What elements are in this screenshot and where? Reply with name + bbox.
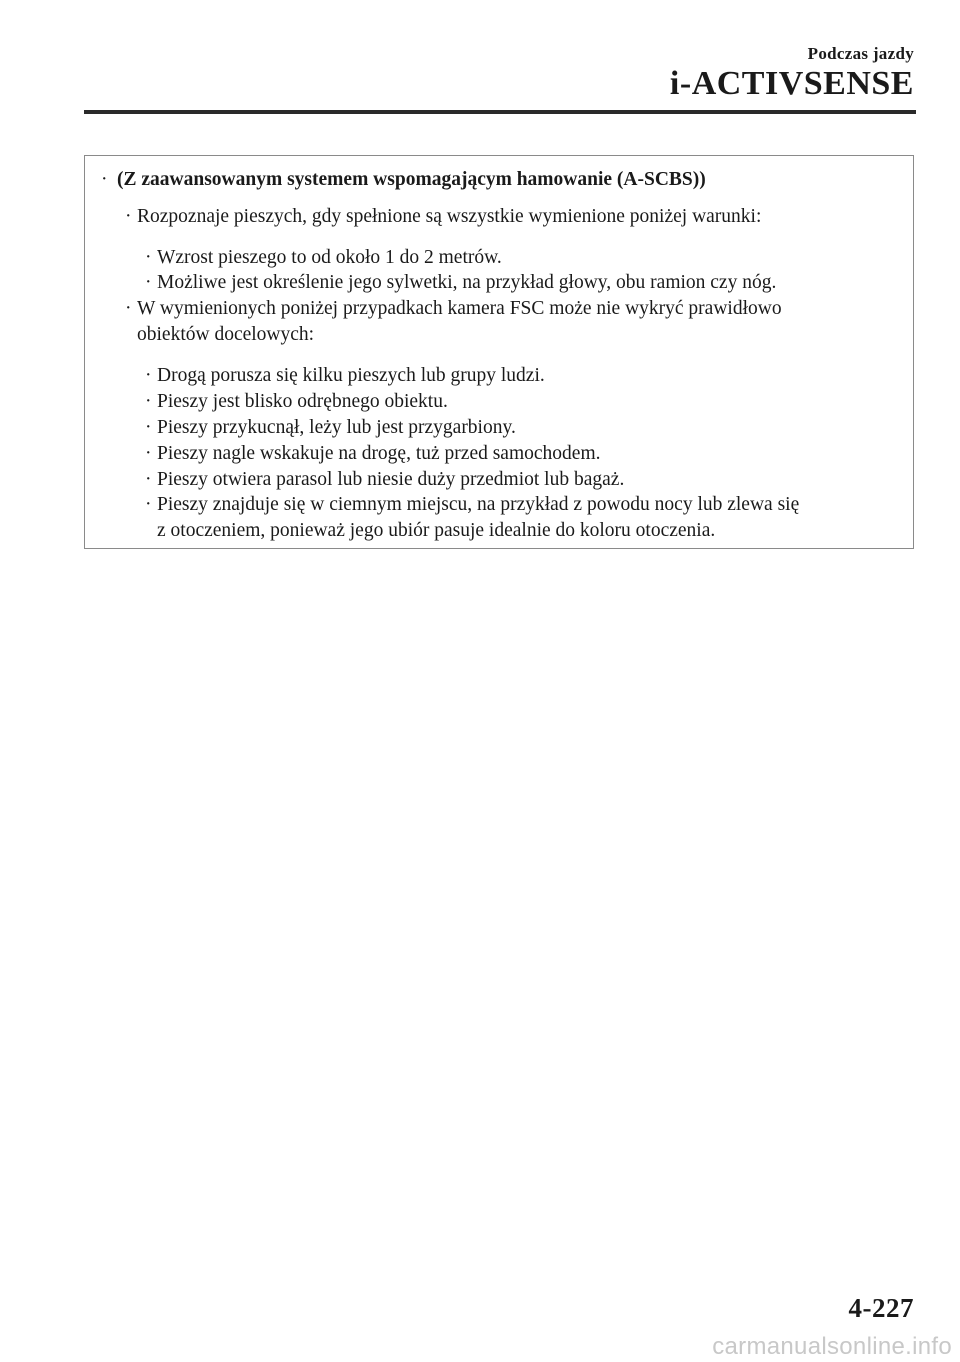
list-item: Rozpoznaje pieszych, gdy spełnione są wszystkie wymienione poniżej warunki: [137,206,762,227]
sub-list-item: Pieszy jest blisko odrębnego obiektu. [157,391,448,412]
sub-list-item: Pieszy przykucnął, leży lub jest przygarbiony. [157,417,516,438]
bullet-icon: · [145,494,152,515]
bullet-icon: · [145,417,152,438]
sub-list-item: Drogą porusza się kilku pieszych lub grupy ludzi. [157,365,545,386]
list-item: W wymienionych poniżej przypadkach kamera FSC może nie wykryć prawidłowo [137,298,782,319]
header-divider [84,110,916,114]
sub-list-item: Pieszy znajduje się w ciemnym miejscu, na przykład z powodu nocy lub zlewa się [157,494,800,515]
chapter-title: i-ACTIVSENSE [669,65,914,102]
section-label: Podczas jazdy [807,44,914,63]
watermark-text: carmanualsonline.info [712,1333,952,1360]
bullet-icon: · [145,469,152,490]
sub-list-item: Wzrost pieszego to od około 1 do 2 metrów. [157,247,502,268]
list-item-continuation: obiektów docelowych: [137,324,315,345]
bullet-icon: · [145,443,152,464]
note-heading: (Z zaawansowanym systemem wspomagającym hamowanie (A-SCBS)) [117,169,706,190]
sub-list-item: Pieszy nagle wskakuje na drogę, tuż przed samochodem. [157,443,601,464]
sub-list-item-continuation: z otoczeniem, ponieważ jego ubiór pasuje idealnie do koloru otoczenia. [157,520,716,541]
page-number: 4-227 [848,1293,914,1323]
bullet-icon: · [101,169,108,190]
bullet-icon: · [145,272,152,293]
sub-list-item: Możliwe jest określenie jego sylwetki, na przykład głowy, obu ramion czy nóg. [157,272,777,293]
note-box [84,155,914,549]
bullet-icon: · [125,206,132,227]
bullet-icon: · [125,298,132,319]
bullet-icon: · [145,365,152,386]
bullet-icon: · [145,247,152,268]
sub-list-item: Pieszy otwiera parasol lub niesie duży przedmiot lub bagaż. [157,469,625,490]
bullet-icon: · [145,391,152,412]
